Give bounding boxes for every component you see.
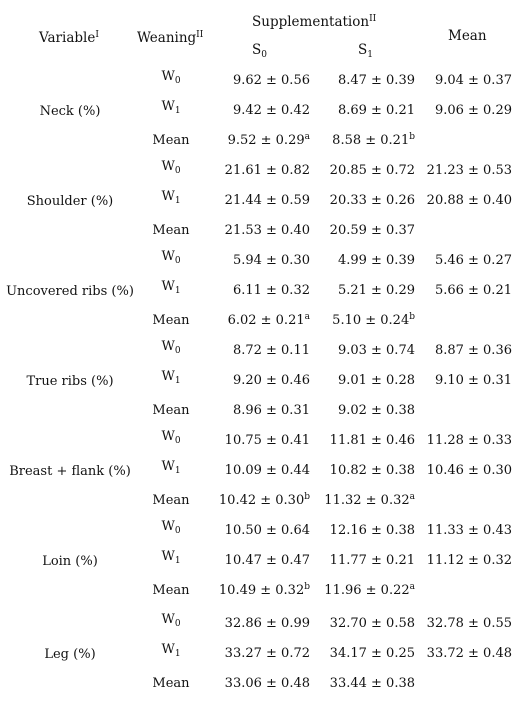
cell-s0: 10.09 ± 0.44 bbox=[224, 463, 310, 478]
cell-s0: 10.49 ± 0.32$^b$ bbox=[218, 582, 310, 598]
header-supplementation: Supplementation$^{II}$ bbox=[252, 14, 377, 30]
cell-s1: 5.21 ± 0.29 bbox=[337, 283, 415, 298]
cell-s1: 8.69 ± 0.21 bbox=[337, 103, 415, 118]
header-mean: Mean bbox=[448, 28, 487, 44]
cell-mean: 9.04 ± 0.37 bbox=[434, 73, 512, 88]
cell-mean: 21.23 ± 0.53 bbox=[426, 163, 512, 178]
variable-label: Breast + flank (%) bbox=[9, 464, 131, 479]
cell-s1: 32.70 ± 0.58 bbox=[329, 616, 415, 631]
cell-s1: 34.17 ± 0.25 bbox=[329, 646, 415, 661]
cell-s1: 9.01 ± 0.28 bbox=[337, 373, 415, 388]
weaning-label-w0: $W_0$ bbox=[161, 429, 181, 446]
cell-s1: 11.96 ± 0.22$^a$ bbox=[324, 582, 415, 598]
cell-s0: 33.27 ± 0.72 bbox=[224, 646, 310, 661]
cell-s0: 9.62 ± 0.56 bbox=[232, 73, 310, 88]
header-s0: $S_0$ bbox=[252, 42, 267, 60]
cell-mean: 5.66 ± 0.21 bbox=[434, 283, 512, 298]
weaning-label-mean: Mean bbox=[152, 223, 190, 238]
cell-s0: 21.53 ± 0.40 bbox=[224, 223, 310, 238]
cell-s1: 10.82 ± 0.38 bbox=[329, 463, 415, 478]
weaning-label-mean: Mean bbox=[152, 133, 190, 148]
cell-s0: 8.96 ± 0.31 bbox=[232, 403, 310, 418]
cell-mean: 9.06 ± 0.29 bbox=[434, 103, 512, 118]
cell-mean: 11.12 ± 0.32 bbox=[426, 553, 512, 568]
weaning-label-mean: Mean bbox=[152, 676, 190, 691]
cell-mean: 5.46 ± 0.27 bbox=[434, 253, 512, 268]
weaning-label-mean: Mean bbox=[152, 313, 190, 328]
cell-s1: 12.16 ± 0.38 bbox=[329, 523, 415, 538]
cell-s0: 10.47 ± 0.47 bbox=[224, 553, 310, 568]
weaning-label-w0: $W_0$ bbox=[161, 519, 181, 536]
variable-label: Shoulder (%) bbox=[26, 194, 114, 209]
cell-s0: 6.11 ± 0.32 bbox=[232, 283, 310, 298]
cell-s0: 9.42 ± 0.42 bbox=[232, 103, 310, 118]
cell-s1: 20.85 ± 0.72 bbox=[329, 163, 415, 178]
variable-label: Loin (%) bbox=[42, 554, 98, 569]
cell-mean: 11.33 ± 0.43 bbox=[426, 523, 512, 538]
cell-s1: 33.44 ± 0.38 bbox=[329, 676, 415, 691]
cell-s1: 11.81 ± 0.46 bbox=[329, 433, 415, 448]
cell-s0: 32.86 ± 0.99 bbox=[224, 616, 310, 631]
variable-label: Uncovered ribs (%) bbox=[6, 284, 134, 299]
weaning-label-w1: $W_1$ bbox=[161, 189, 181, 206]
cell-mean: 10.46 ± 0.30 bbox=[426, 463, 512, 478]
variable-label: Leg (%) bbox=[44, 647, 96, 662]
cell-mean: 33.72 ± 0.48 bbox=[426, 646, 512, 661]
cell-s1: 9.03 ± 0.74 bbox=[337, 343, 415, 358]
cell-mean: 8.87 ± 0.36 bbox=[434, 343, 512, 358]
weaning-label-w0: $W_0$ bbox=[161, 612, 181, 629]
cell-mean: 20.88 ± 0.40 bbox=[426, 193, 512, 208]
cell-s0: 9.52 ± 0.29$^a$ bbox=[227, 132, 310, 148]
weaning-label-w1: $W_1$ bbox=[161, 99, 181, 116]
weaning-label-w1: $W_1$ bbox=[161, 642, 181, 659]
variable-label: True ribs (%) bbox=[26, 374, 114, 389]
weaning-label-w1: $W_1$ bbox=[161, 549, 181, 566]
cell-s0: 6.02 ± 0.21$^a$ bbox=[227, 312, 310, 328]
variable-label: Neck (%) bbox=[39, 104, 101, 119]
cell-s1: 8.47 ± 0.39 bbox=[337, 73, 415, 88]
cell-s0: 10.75 ± 0.41 bbox=[224, 433, 310, 448]
cell-s0: 33.06 ± 0.48 bbox=[224, 676, 310, 691]
weaning-label-w1: $W_1$ bbox=[161, 369, 181, 386]
cell-s1: 20.59 ± 0.37 bbox=[329, 223, 415, 238]
header-variable: Variable$^I$ bbox=[39, 30, 99, 46]
cell-s1: 11.32 ± 0.32$^a$ bbox=[324, 492, 415, 508]
header-weaning: Weaning$^{II}$ bbox=[137, 30, 204, 46]
weaning-label-mean: Mean bbox=[152, 583, 190, 598]
cell-s0: 8.72 ± 0.11 bbox=[232, 343, 310, 358]
cell-s0: 10.42 ± 0.30$^b$ bbox=[218, 492, 310, 508]
cell-s0: 21.44 ± 0.59 bbox=[224, 193, 310, 208]
weaning-label-mean: Mean bbox=[152, 493, 190, 508]
weaning-label-w0: $W_0$ bbox=[161, 69, 181, 86]
weaning-label-w1: $W_1$ bbox=[161, 459, 181, 476]
header-s1: $S_1$ bbox=[358, 42, 373, 60]
weaning-label-w0: $W_0$ bbox=[161, 249, 181, 266]
cell-s1: 20.33 ± 0.26 bbox=[329, 193, 415, 208]
weaning-label-w1: $W_1$ bbox=[161, 279, 181, 296]
cell-mean: 9.10 ± 0.31 bbox=[434, 373, 512, 388]
weaning-label-mean: Mean bbox=[152, 403, 190, 418]
cell-s1: 5.10 ± 0.24$^b$ bbox=[332, 312, 415, 328]
cell-s1: 11.77 ± 0.21 bbox=[329, 553, 415, 568]
cell-s1: 4.99 ± 0.39 bbox=[337, 253, 415, 268]
cell-s1: 8.58 ± 0.21$^b$ bbox=[332, 132, 415, 148]
cell-s0: 5.94 ± 0.30 bbox=[232, 253, 310, 268]
cell-s0: 9.20 ± 0.46 bbox=[232, 373, 310, 388]
weaning-label-w0: $W_0$ bbox=[161, 159, 181, 176]
cell-mean: 11.28 ± 0.33 bbox=[426, 433, 512, 448]
cell-mean: 32.78 ± 0.55 bbox=[426, 616, 512, 631]
cell-s0: 21.61 ± 0.82 bbox=[224, 163, 310, 178]
cell-s1: 9.02 ± 0.38 bbox=[337, 403, 415, 418]
cell-s0: 10.50 ± 0.64 bbox=[224, 523, 310, 538]
weaning-label-w0: $W_0$ bbox=[161, 339, 181, 356]
